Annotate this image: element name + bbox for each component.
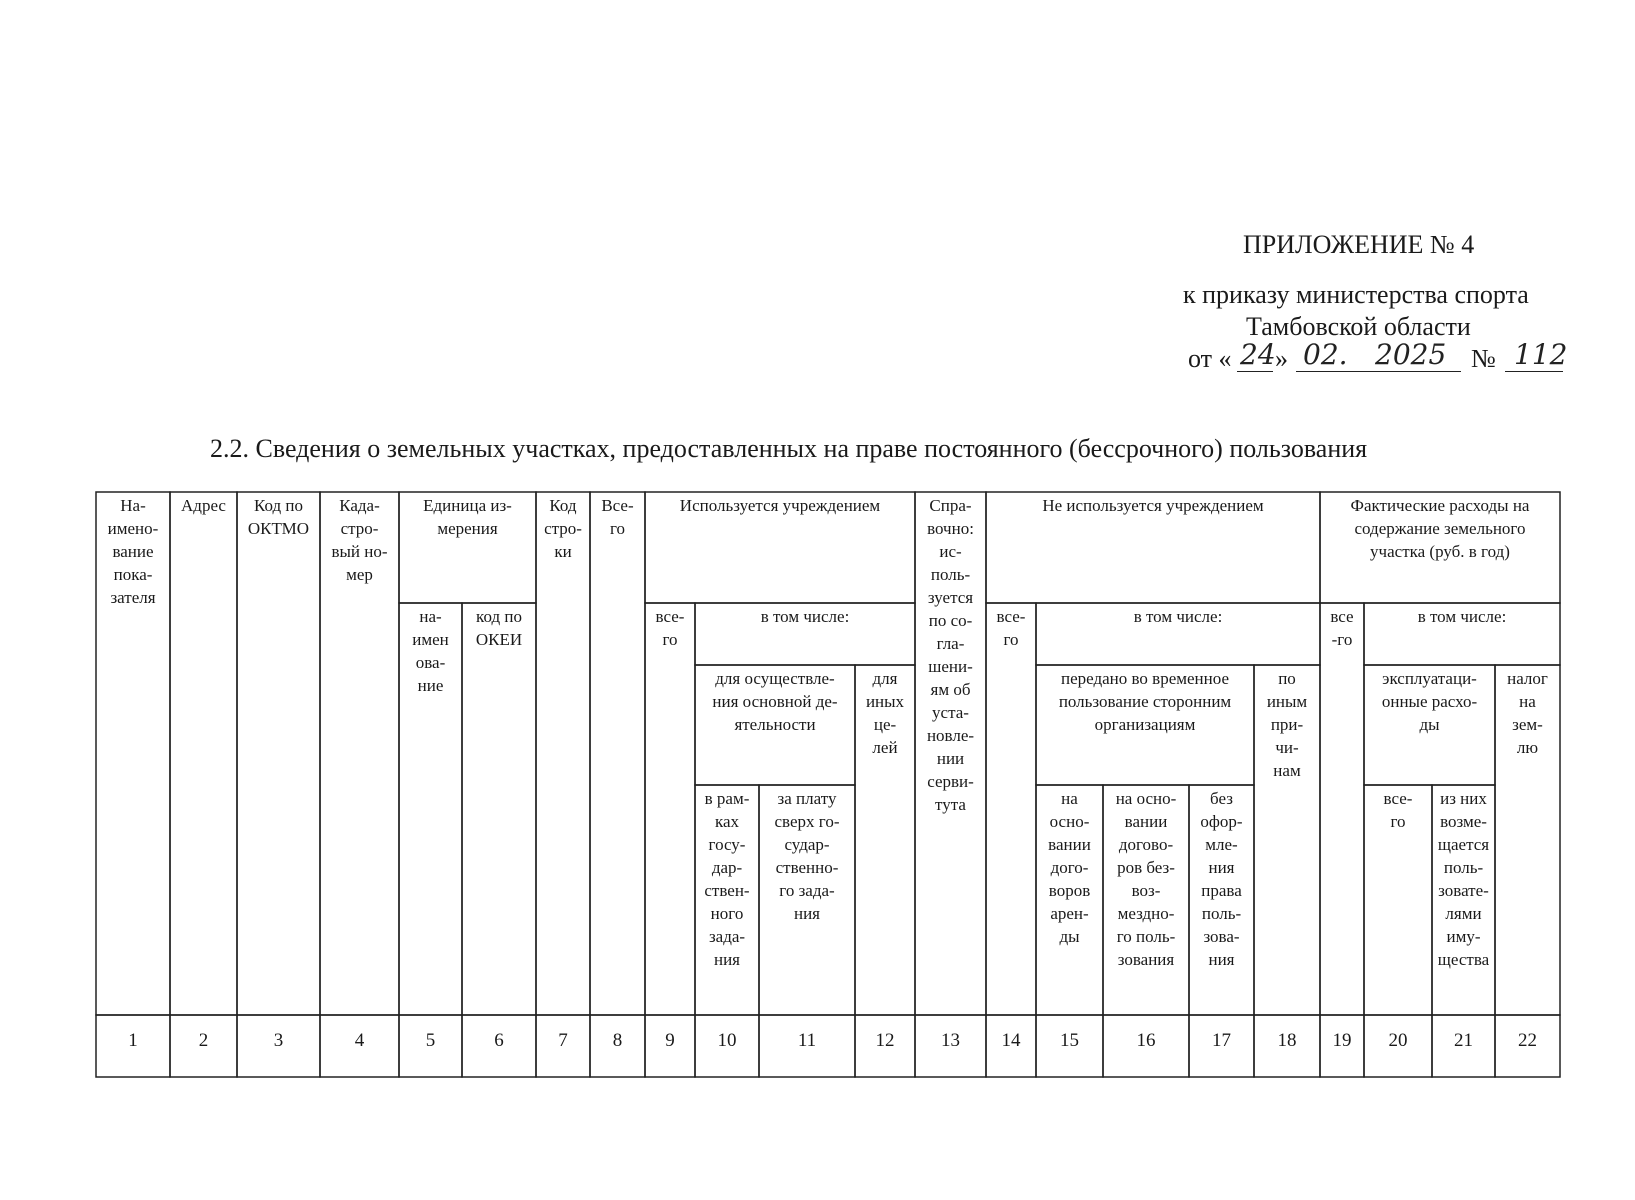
not-used-incl-header: в том числе: <box>1133 607 1223 626</box>
column-number: 11 <box>797 1030 817 1051</box>
date-prefix: от « <box>1188 344 1232 373</box>
column-number: 16 <box>1136 1030 1156 1051</box>
row-code-header: Код стро- ки <box>544 496 582 561</box>
date-year: 2025 <box>1375 338 1447 371</box>
cadastral-header: Када- стро- вый но- мер <box>331 496 388 584</box>
not-used-total-header: все- го <box>996 607 1026 649</box>
address-header: Адрес <box>181 496 226 515</box>
column-number: 8 <box>612 1030 623 1051</box>
column-number: 17 <box>1212 1030 1231 1051</box>
order-number: 112 <box>1514 338 1568 371</box>
column-number: 21 <box>1454 1030 1473 1051</box>
expenses-header: Фактические расходы на содержание земельного участка (руб. в год) <box>1350 496 1530 561</box>
column-number: 4 <box>354 1030 365 1051</box>
lease-header: на осно- вании дого- воров арен- ды <box>1048 789 1091 946</box>
oktmo-header: Код по ОКТМО <box>247 496 310 538</box>
column-number: 12 <box>875 1030 895 1051</box>
land-tax-header: налог на зем- лю <box>1507 669 1548 757</box>
column-number: 7 <box>558 1030 568 1051</box>
column-number: 5 <box>425 1030 436 1051</box>
unit-name-header: на- имен ова- ние <box>412 607 449 695</box>
column-number: 19 <box>1332 1030 1352 1051</box>
column-number: 3 <box>273 1030 284 1051</box>
state-task-header: в рам- ках госу- дар- ствен- ного зада- ния <box>704 789 750 969</box>
okei-header: код по ОКЕИ <box>475 607 523 649</box>
appendix-line-2: Тамбовской области <box>1246 312 1471 341</box>
appendix-line-1: к приказу министерства спорта <box>1183 280 1529 309</box>
temp-use-header: передано во временное пользование сторонним организациям <box>1058 669 1232 734</box>
used-incl-header: в том числе: <box>760 607 850 626</box>
not-used-header: Не используется учреждением <box>1042 496 1264 515</box>
other-goals-header: для иных це- лей <box>865 669 905 757</box>
free-use-header: на осно- вании догово- ров без- воз- мездно- го поль- зования <box>1115 789 1177 969</box>
operating-header: эксплуатаци- онные расхо- ды <box>1381 669 1478 734</box>
no-registration-header: без офор- мле- ния права поль- зова- ния <box>1200 789 1243 969</box>
column-number: 2 <box>198 1030 209 1051</box>
name-header: На- имено- вание пока- зателя <box>107 496 159 607</box>
column-number: 14 <box>1001 1030 1021 1051</box>
column-number: 13 <box>941 1030 960 1051</box>
column-number: 6 <box>494 1030 504 1051</box>
used-header: Используется учреждением <box>679 496 881 515</box>
main-activity-header: для осуществле- ния основной де- ятельности <box>712 669 838 734</box>
date-day: 24 <box>1240 338 1276 371</box>
total-header: Все- го <box>601 496 634 538</box>
date-mid: » <box>1275 344 1288 373</box>
unit-header: Единица из- мерения <box>423 496 512 538</box>
column-number: 10 <box>717 1030 737 1051</box>
column-number: 9 <box>665 1030 675 1051</box>
operating-total-header: все- го <box>1383 789 1413 831</box>
expenses-incl-header: в том числе: <box>1417 607 1507 626</box>
column-number: 18 <box>1277 1030 1297 1051</box>
expenses-total-header: все -го <box>1330 607 1354 649</box>
section-title: 2.2. Сведения о земельных участках, предоставленных на праве постоянного (бессрочного) пользования <box>210 434 1368 463</box>
reference-header: Спра- вочно: ис- поль- зуется по со- гла- шени- ям об уста- новле- нии серви- тута <box>926 496 975 814</box>
reimbursed-header: из них возме- щается поль- зовате- лями иму- щества <box>1437 789 1490 969</box>
column-number: 22 <box>1518 1030 1537 1051</box>
appendix-heading: ПРИЛОЖЕНИЕ № 4 <box>1243 230 1475 259</box>
date-month: 02. <box>1303 338 1348 371</box>
column-number: 15 <box>1060 1030 1079 1051</box>
number-label: № <box>1471 344 1496 373</box>
used-total-header: все- го <box>655 607 685 649</box>
column-number: 1 <box>128 1030 138 1051</box>
column-number: 20 <box>1388 1030 1408 1051</box>
over-task-header: за плату сверх го- судар- ственно- го зада- ния <box>774 789 840 923</box>
other-reasons-header: по иным при- чи- нам <box>1266 669 1308 780</box>
